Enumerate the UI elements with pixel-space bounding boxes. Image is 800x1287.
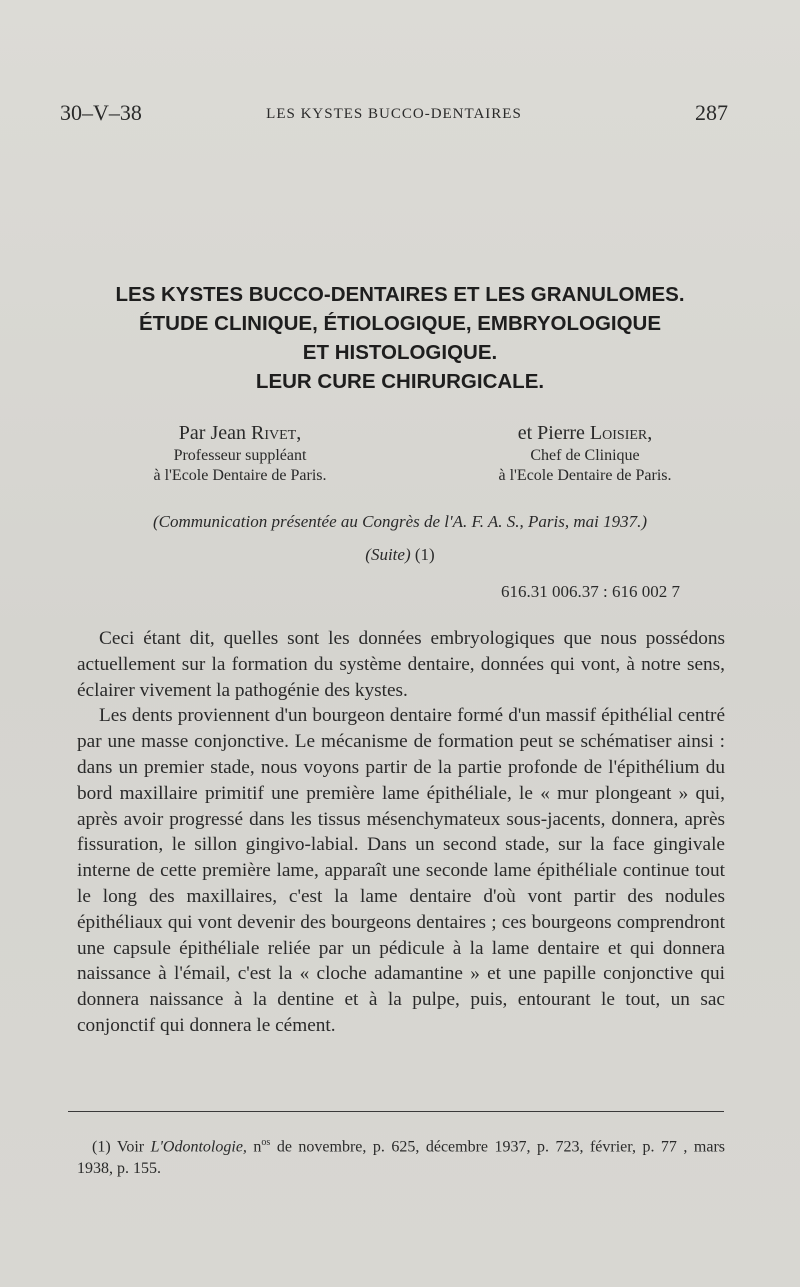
author-loisier [440,420,730,486]
paragraph: Les dents proviennent d'un bourgeon dentaire formé d'un massif épithélial centré par une masse conjonctive. Le mécanisme de formation peut se schématiser ainsi : dans un premier stade, nous voyons partir de la partie profonde de l'épithélium du bord maxillaire primitif une première lame épithéliale, le « mur plongeant » qui, après avoir progressé dans les tissus mésenchymateux sous-jacents, donnera, après fissuration, le sillon gingivo-labial. Dans un second stade, sur la face gingivale interne de cette première lame, apparaît une seconde lame épithéliale continue tout le long des maxillaires, c'est la lame dentaire d'où vont partir des nodules épithéliaux qui vont devenir des bourgeons dentaires ; ces bourgeons comprendront une capsule épithéliale reliée par un pédicule à la lame dentaire et qui donnera naissance à l'émail, c'est la « cloche adamantine » et une papille conjonctive qui donnera naissance à la dentine et à la pulpe, puis, entourant le tout, un sac conjonctif qui donnera le cément. [77,705,725,1036]
running-head-title: LES KYSTES BUCCO-DENTAIRES [266,106,522,122]
author-rivet [110,420,370,486]
footnote-ref: (1) [410,545,435,564]
article-body [77,626,725,1039]
article-title [40,280,760,396]
footnote-divider [68,1111,724,1112]
paragraph: Ceci étant dit, quelles sont les données embryologiques que nous possédons actuellement sur la formation du système dentaire, données qui vont, à notre sens, éclairer vivement la pathogénie des kystes. [77,628,725,701]
suite-note: (Suite) (1) [365,545,435,564]
footnote: (1) Voir L'Odontologie, $n^{os}$ de novembre, p. 625, décembre 1937, p. 723, février, p. 77 , mars 1938, p. 155. [77,1137,726,1178]
author-name: Par Jean Rivet, [178,422,302,444]
author-affiliation: à l'Ecole Dentaire de Paris. [153,467,327,484]
title-line-3: ET HISTOLOGIQUE. [302,341,498,364]
running-head-date: 30–V–38 [60,100,142,125]
author-name: et Pierre Loisier, [517,422,653,444]
classification-code: 616.31 006.37 : 616 002 7 [501,582,680,601]
author-role: Chef de Clinique [530,447,640,464]
author-affiliation: à l'Ecole Dentaire de Paris. [498,467,672,484]
communication-note: (Communication présentée au Congrès de l'A. F. A. S., Paris, mai 1937.) [152,512,648,531]
title-line-1: LES KYSTES BUCCO-DENTAIRES ET LES GRANULOMES. [115,283,685,306]
authors-block [60,420,750,490]
page-number: 287 [695,100,728,125]
running-head [60,100,728,134]
title-line-2: ÉTUDE CLINIQUE, ÉTIOLOGIQUE, EMBRYOLOGIQUE [138,312,662,335]
title-line-4: LEUR CURE CHIRURGICALE. [255,370,545,393]
author-role: Professeur suppléant [173,447,307,464]
